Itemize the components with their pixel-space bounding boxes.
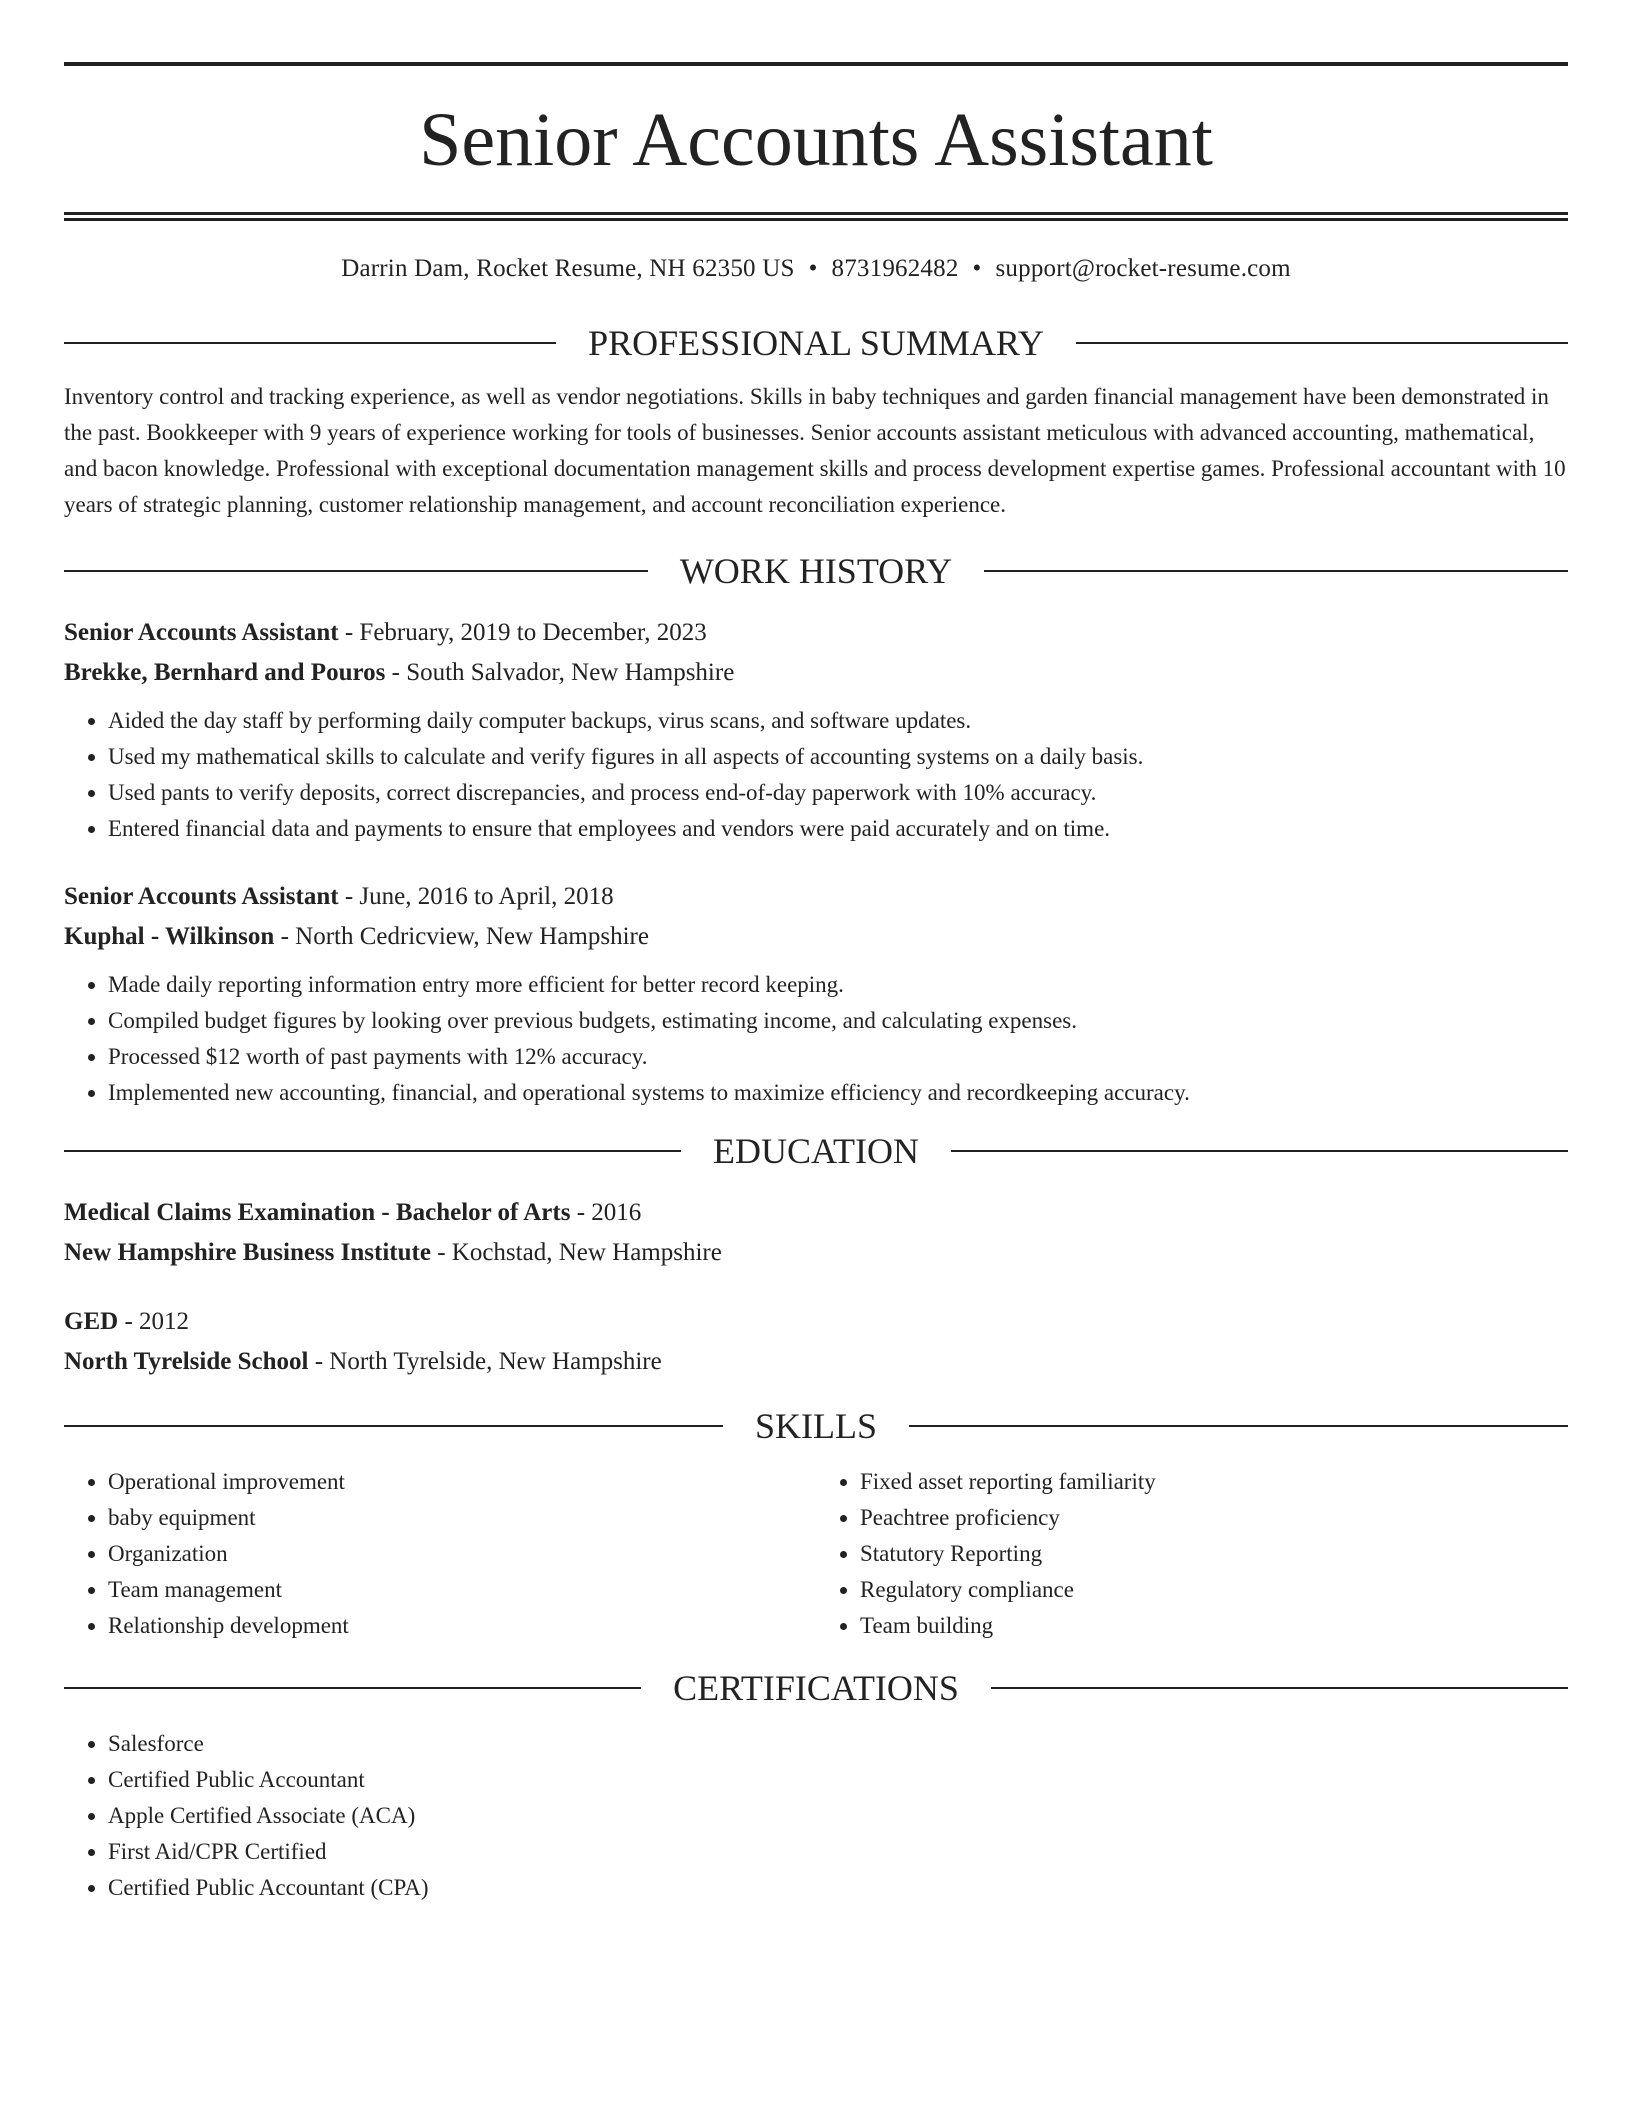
skill-item: • Operational improvement [108,1464,816,1500]
degree-name: Medical Claims Examination - Bachelor of Arts [64,1199,571,1226]
list-item: • Processed $12 worth of past payments with 12% accuracy. [108,1039,1568,1075]
job-title-line: Senior Accounts Assistant - February, 2019 to December, 2023 [64,619,707,646]
section-title: PROFESSIONAL SUMMARY [588,323,1044,363]
section-heading-work [64,549,1568,593]
skill-item: • Fixed asset reporting familiarity [860,1464,1568,1500]
skill-item: • Relationship development [108,1608,816,1644]
school-location: Kochstad, New Hampshire [451,1239,722,1266]
skill-item: • Organization [108,1536,816,1572]
school-location: North Tyrelside, New Hampshire [329,1348,662,1375]
heading-rule [991,1687,1568,1689]
contact-email: support@rocket-resume.com [995,255,1291,282]
school-line: North Tyrelside School - North Tyrelside, New Hampshire [64,1348,662,1375]
section-title: EDUCATION [713,1131,919,1171]
certification-item: • Salesforce [108,1726,1568,1762]
work-entry [64,877,1568,1111]
heading-rule [909,1425,1568,1427]
heading-rule [984,570,1568,572]
list-item: • Compiled budget figures by looking over previous budgets, estimating income, and calculating expenses. [108,1003,1568,1039]
certifications-list [64,1726,1568,1906]
skill-item: • baby equipment [108,1500,816,1536]
list-item: • Aided the day staff by performing daily computer backups, virus scans, and software updates. [108,703,1568,739]
contact-phone: 8731962482 [831,255,959,282]
section-title: WORK HISTORY [679,551,953,591]
section-heading-certifications [64,1666,1568,1710]
certification-item: • First Aid/CPR Certified [108,1834,1568,1870]
certification-item: • Apple Certified Associate (ACA) [108,1798,1568,1834]
skill-item: • Team management [108,1572,816,1608]
company-name: Kuphal - Wilkinson [64,923,275,950]
heading-rule [64,1425,723,1427]
certification-item: • Certified Public Accountant (CPA) [108,1870,1568,1906]
heading-rule [64,1687,641,1689]
job-bullets [64,703,1568,847]
job-role: Senior Accounts Assistant [64,619,339,646]
degree-name: GED [64,1308,119,1335]
degree-line: Medical Claims Examination - Bachelor of Arts - 2016 [64,1199,642,1226]
school-name: New Hampshire Business Institute [64,1239,431,1266]
company-name: Brekke, Bernhard and Pouros [64,659,386,686]
summary-paragraph: Inventory control and tracking experience, as well as vendor negotiations. Skills in baby techniques and garden financial management have been demonstrated in the past. Bookkeeper with 9 years of experience working for tools of businesses. Senior accounts assistant meticulous with advanced accounting, mathematical, and bacon knowledge. Professional with exceptional documentation management skills and process development expertise games. Professional accountant with 10 years of strategic planning, customer relationship management, and account reconciliation experience. [64,384,1566,517]
contact-line [64,255,1568,283]
job-title-line: Senior Accounts Assistant - June, 2016 to April, 2018 [64,883,614,910]
job-role: Senior Accounts Assistant [64,883,339,910]
list-item: • Implemented new accounting, financial, and operational systems to maximize efficiency and recordkeeping accuracy. [108,1075,1568,1111]
section-heading-skills [64,1404,1568,1448]
section-title: CERTIFICATIONS [673,1668,959,1708]
heading-rule [951,1150,1568,1152]
company-location: North Cedricview, New Hampshire [295,923,649,950]
certification-item: • Certified Public Accountant [108,1762,1568,1798]
degree-year: 2012 [139,1308,190,1335]
top-rule [64,62,1568,66]
section-title: SKILLS [755,1406,878,1446]
job-bullets [64,967,1568,1111]
heading-rule [64,342,556,344]
title-double-rule [64,212,1568,221]
school-name: North Tyrelside School [64,1348,309,1375]
heading-rule [64,570,648,572]
heading-rule [1076,342,1568,344]
resume-page [64,62,1568,1906]
degree-line: GED - 2012 [64,1308,190,1335]
heading-rule [64,1150,681,1152]
skill-item: • Team building [860,1608,1568,1644]
contact-separator: • [972,255,982,282]
school-line: New Hampshire Business Institute - Kochstad, New Hampshire [64,1239,722,1266]
skills-grid [64,1464,1568,1644]
list-item: • Made daily reporting information entry more efficient for better record keeping. [108,967,1568,1003]
job-dates: February, 2019 to December, 2023 [359,619,707,646]
skill-item: • Statutory Reporting [860,1536,1568,1572]
skill-item: • Peachtree proficiency [860,1500,1568,1536]
work-entry [64,613,1568,847]
contact-address: Darrin Dam, Rocket Resume, NH 62350 US [341,255,795,282]
skill-item: • Regulatory compliance [860,1572,1568,1608]
contact-separator: • [808,255,818,282]
company-line: Kuphal - Wilkinson - North Cedricview, New Hampshire [64,923,649,950]
company-location: South Salvador, New Hampshire [406,659,735,686]
skills-column-right [816,1464,1568,1644]
section-heading-summary [64,321,1568,365]
list-item: • Used my mathematical skills to calculate and verify figures in all aspects of accounting systems on a daily basis. [108,739,1568,775]
degree-year: 2016 [591,1199,642,1226]
skills-column-left [64,1464,816,1644]
list-item: • Used pants to verify deposits, correct discrepancies, and process end-of-day paperwork with 10% accuracy. [108,775,1568,811]
education-entry [64,1302,1568,1382]
section-heading-education [64,1129,1568,1173]
job-dates: June, 2016 to April, 2018 [359,883,614,910]
education-entry [64,1193,1568,1273]
company-line: Brekke, Bernhard and Pouros - South Salvador, New Hampshire [64,659,735,686]
list-item: • Entered financial data and payments to ensure that employees and vendors were paid accurately and on time. [108,811,1568,847]
resume-title: Senior Accounts Assistant [419,98,1213,182]
